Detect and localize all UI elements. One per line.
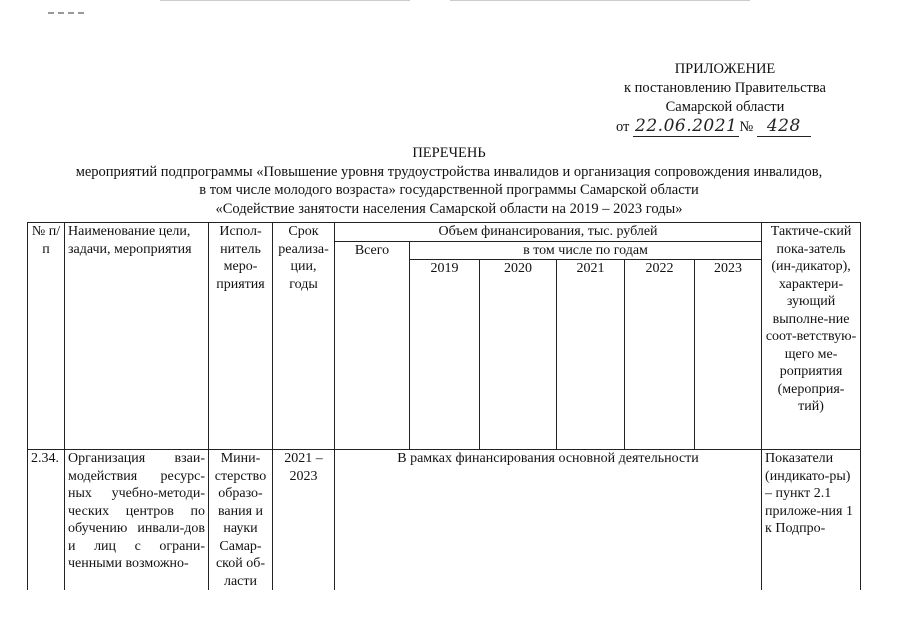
title-line: «Содействие занятости населения Самарской области на 2019 – 2023 годы» xyxy=(215,200,683,217)
appendix-line: Самарской области xyxy=(665,99,785,115)
scan-artifact xyxy=(48,12,84,14)
header-executor: Испол-нитель меро-приятия xyxy=(209,223,273,450)
handwritten-number: 428 xyxy=(757,116,811,137)
measures-table xyxy=(27,222,861,590)
title-line: в том числе молодого возраста» государственной программы Самарской области xyxy=(199,182,699,198)
appendix-block xyxy=(600,60,850,137)
decree-date-line xyxy=(600,117,850,137)
appendix-line: к постановлению Правительства xyxy=(624,80,826,96)
header-year-2021: 2021 xyxy=(557,260,625,450)
scan-edge-line xyxy=(450,0,750,1)
table-row xyxy=(28,450,861,591)
row-funding-note: В рамках финансирования основной деятельности xyxy=(335,450,762,591)
header-name: Наименование цели, задачи, мероприятия xyxy=(65,223,209,450)
handwritten-date: 22.06.2021 xyxy=(635,116,738,136)
header-year-2019: 2019 xyxy=(410,260,480,450)
header-total: Всего xyxy=(335,241,410,450)
appendix-label: ПРИЛОЖЕНИЕ xyxy=(674,61,776,77)
row-executor: Мини-стерство образо-вания и науки Самар-ской об-ласти xyxy=(209,450,273,591)
row-name: Организация взаи-модействия ресурс-ных учебно-методи-ческих центров по обучению инвали-дов и лиц с ограни-ченными возможно- xyxy=(65,450,209,591)
row-term: 2021 – 2023 xyxy=(273,450,335,591)
number-sign: № xyxy=(739,119,754,135)
header-year-2020: 2020 xyxy=(480,260,557,450)
header-funding: Объем финансирования, тыс. рублей xyxy=(335,223,762,242)
header-by-year: в том числе по годам xyxy=(410,241,762,260)
header-year-2023: 2023 xyxy=(695,260,762,450)
row-indicator: Показатели (индикато-ры) – пункт 2.1 приложе-ния 1 к Подпро- xyxy=(762,450,861,591)
header-indicator: Тактиче-ский пока-затель (ин-дикатор), характери-зующий выполне-ние соот-ветствую-щего ме-роприятия (мероприя-тий) xyxy=(762,223,861,450)
date-prefix: от xyxy=(616,119,630,135)
scan-edge-line xyxy=(160,0,410,1)
document-title xyxy=(0,144,898,218)
title-heading: ПЕРЕЧЕНЬ xyxy=(412,145,486,161)
header-term: Срок реализа-ции, годы xyxy=(273,223,335,450)
row-num: 2.34. xyxy=(28,450,65,591)
header-year-2022: 2022 xyxy=(625,260,695,450)
header-num: № п/п xyxy=(28,223,65,450)
title-line: мероприятий подпрограммы «Повышение уровня трудоустройства инвалидов и организация сопровождения инвалидов, xyxy=(75,163,823,180)
